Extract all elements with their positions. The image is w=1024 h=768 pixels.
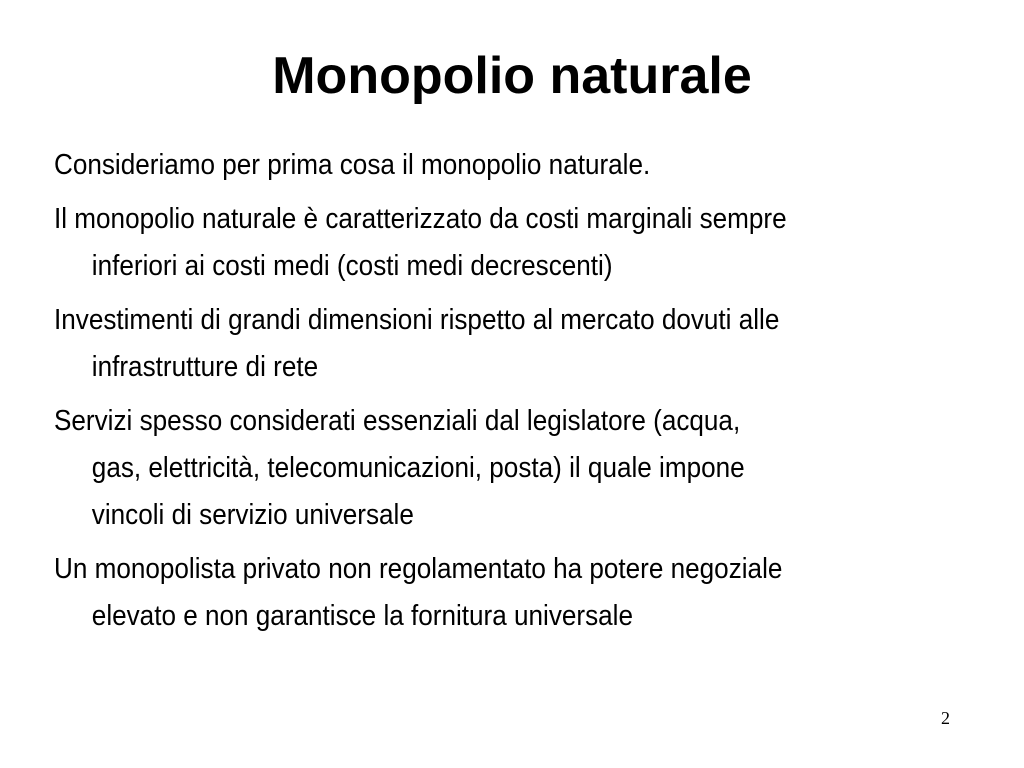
slide-title: Monopolio naturale — [272, 47, 752, 105]
bullet-item: Servizi spesso considerati essenziali dal legislatore (acqua, gas, elettricità, telecomunicazioni, posta) il quale impone vincoli di servizio universale — [54, 405, 745, 531]
page-number: 2 — [941, 708, 950, 728]
bullet-item: Investimenti di grandi dimensioni rispetto al mercato dovuti alle infrastrutture di rete — [54, 304, 780, 383]
bullet-item: Un monopolista privato non regolamentato ha potere negoziale elevato e non garantisce la fornitura universale — [54, 553, 783, 632]
bullet-item: Consideriamo per prima cosa il monopolio naturale. — [54, 149, 651, 181]
bullet-item: Il monopolio naturale è caratterizzato da costi marginali sempre inferiori ai costi medi (costi medi decrescenti) — [54, 203, 787, 282]
bullet-list — [54, 142, 891, 647]
